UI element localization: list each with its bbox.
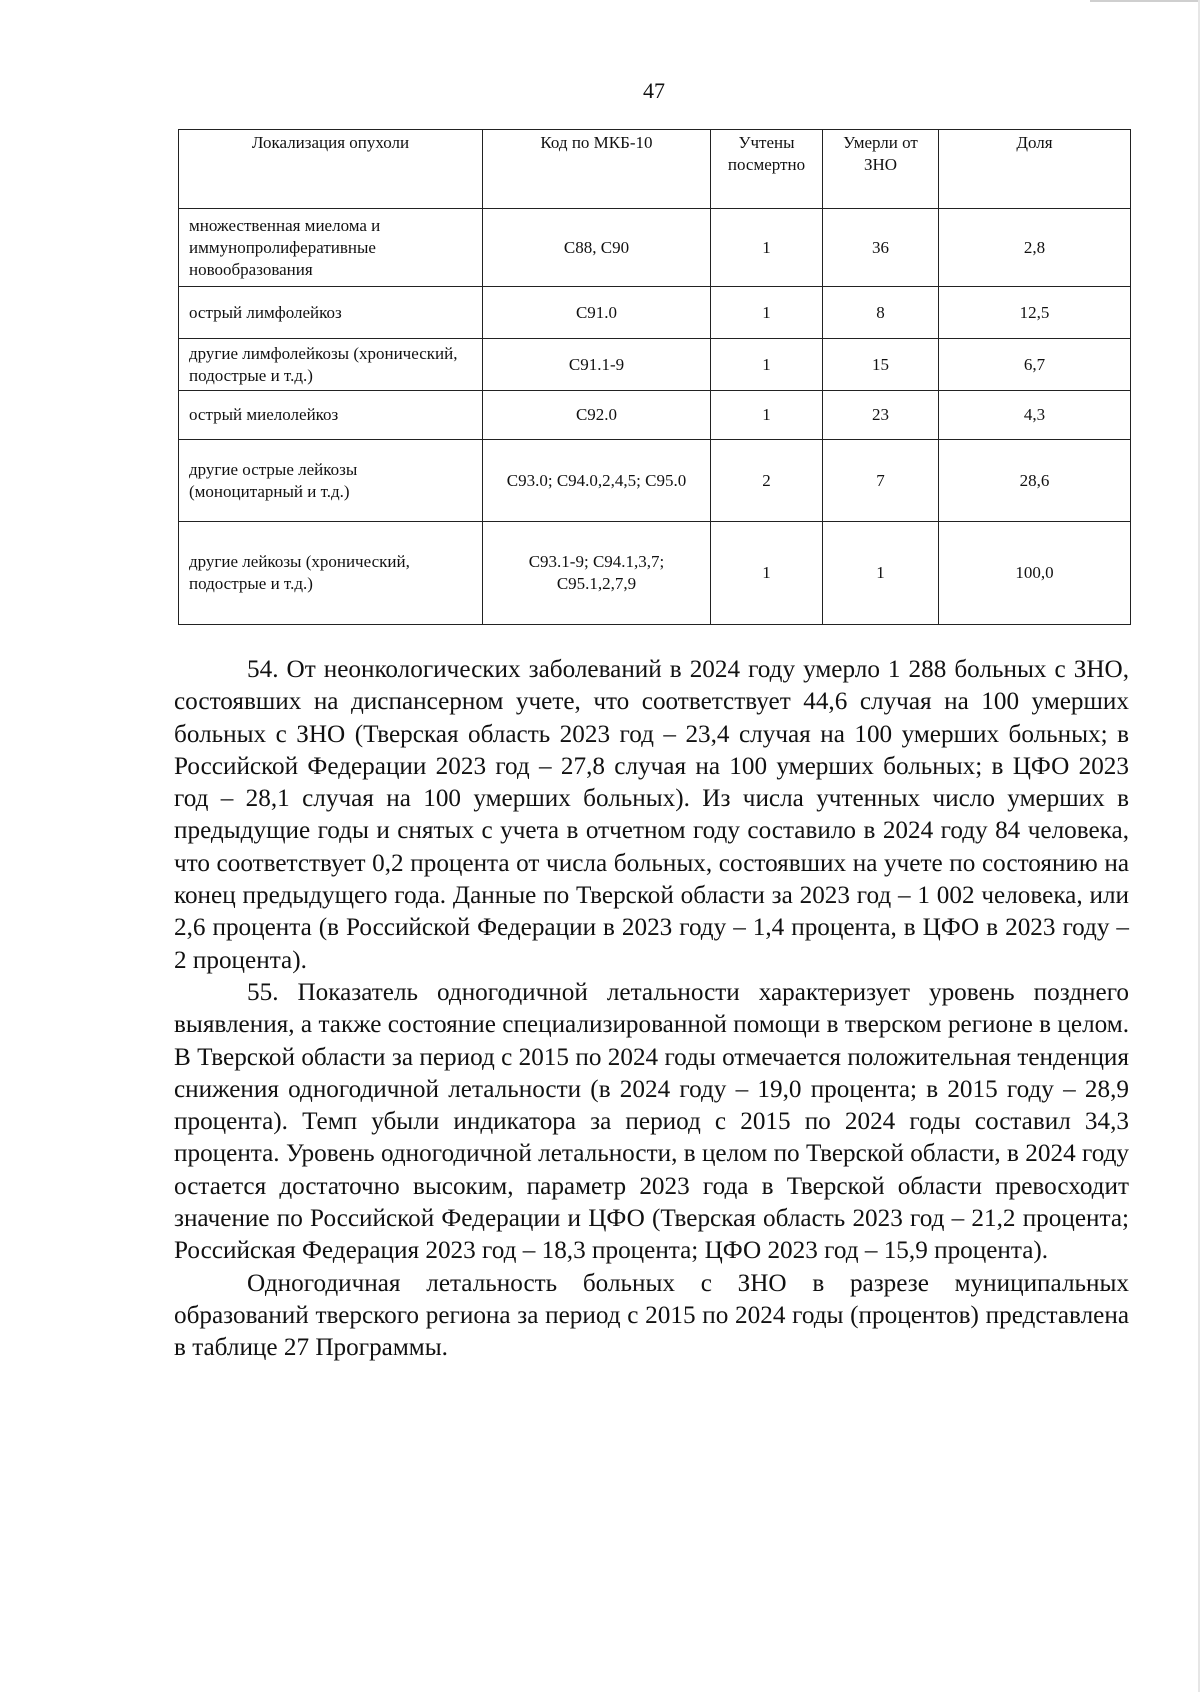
- cell-died: 7: [823, 440, 939, 522]
- cell-posthumous: 2: [711, 440, 823, 522]
- paragraph-54: 54. От неонкологических заболеваний в 2024 году умерло 1 288 больных с ЗНО, состоявших на диспансерном учете, что соответствует 44,6 случая на 100 умерших больных с ЗНО (Тверская область 2023 год – 23,4 случая на 100 умерших больных; в Российской Федерации 2023 год – 27,8 случая на 100 умерших больных; в ЦФО 2023 год – 28,1 случая на 100 умерших больных). Из числа учтенных число умерших в предыдущие годы и снятых с учета в отчетном году составило в 2024 году 84 человека, что соответствует 0,2 процента от числа больных, состоявших на учете по состоянию на конец предыдущего года. Данные по Тверской области за 2023 год – 1 002 человека, или 2,6 процента (в Российской Федерации в 2023 году – 1,4 процента, в ЦФО в 2023 году – 2 процента).: [174, 656, 1129, 974]
- cell-code: С88, С90: [483, 209, 711, 287]
- cell-code: С91.1-9: [483, 339, 711, 391]
- cell-share: 2,8: [939, 209, 1131, 287]
- table-row: [179, 209, 1131, 287]
- cell-died: 8: [823, 287, 939, 339]
- table-row: [179, 522, 1131, 625]
- cell-posthumous: 1: [711, 522, 823, 625]
- cell-posthumous: 1: [711, 287, 823, 339]
- cell-share: 6,7: [939, 339, 1131, 391]
- cell-died: 23: [823, 391, 939, 440]
- header-share: Доля: [939, 130, 1131, 209]
- paragraph-table-reference: Одногодичная летальность больных с ЗНО в разрезе муниципальных образований тверского региона за период с 2015 по 2024 годы (процентов) представлена в таблице 27 Программы.: [174, 1269, 1129, 1362]
- table-row: [179, 440, 1131, 522]
- page-number: 47: [643, 78, 665, 103]
- cell-code: С93.1-9; С94.1,3,7; С95.1,2,7,9: [483, 522, 711, 625]
- header-posthumous: Учтены посмертно: [711, 130, 823, 209]
- cell-died: 15: [823, 339, 939, 391]
- cell-localization: острый миелолейкоз: [179, 391, 483, 440]
- cell-share: 100,0: [939, 522, 1131, 625]
- cell-localization: другие лимфолейкозы (хронический, подострые и т.д.): [179, 339, 483, 391]
- cell-localization: другие лейкозы (хронический, подострые и т.д.): [179, 522, 483, 625]
- cell-code: С91.0: [483, 287, 711, 339]
- cell-posthumous: 1: [711, 339, 823, 391]
- cell-localization: другие острые лейкозы (моноцитарный и т.д.): [179, 440, 483, 522]
- body-text: [174, 654, 1129, 1365]
- paragraph-55: 55. Показатель одногодичной летальности характеризует уровень позднего выявления, а также состояние специализированной помощи в тверском регионе в целом. В Тверской области за период с 2015 по 2024 годы отмечается положительная тенденция снижения одногодичной летальности (в 2024 году – 19,0 процента; в 2015 году – 28,9 процента). Темп убыли индикатора за период с 2015 по 2024 годы составил 34,3 процента. Уровень одногодичной летальности, в целом по Тверской области, в 2024 году остается достаточно высоким, параметр 2023 года в Тверской области превосходит значение по Российской Федерации и ЦФО (Тверская область 2023 год – 21,2 процента; Российская Федерация 2023 год – 18,3 процента; ЦФО 2023 год – 15,9 процента).: [174, 978, 1129, 1265]
- table-header-row: [179, 130, 1131, 209]
- cell-died: 1: [823, 522, 939, 625]
- cell-share: 12,5: [939, 287, 1131, 339]
- cell-posthumous: 1: [711, 391, 823, 440]
- cell-localization: множественная миелома и иммунопролиферативные новообразования: [179, 209, 483, 287]
- scan-artifact-line: [1090, 0, 1200, 2]
- table-row: [179, 339, 1131, 391]
- table-row: [179, 391, 1131, 440]
- header-died: Умерли от ЗНО: [823, 130, 939, 209]
- mortality-table: [178, 129, 1131, 625]
- cell-share: 28,6: [939, 440, 1131, 522]
- table-row: [179, 287, 1131, 339]
- cell-posthumous: 1: [711, 209, 823, 287]
- cell-code: С92.0: [483, 391, 711, 440]
- header-icd-code: Код по МКБ-10: [483, 130, 711, 209]
- cell-code: С93.0; С94.0,2,4,5; С95.0: [483, 440, 711, 522]
- cell-share: 4,3: [939, 391, 1131, 440]
- cell-localization: острый лимфолейкоз: [179, 287, 483, 339]
- header-localization: Локализация опухоли: [179, 130, 483, 209]
- cell-died: 36: [823, 209, 939, 287]
